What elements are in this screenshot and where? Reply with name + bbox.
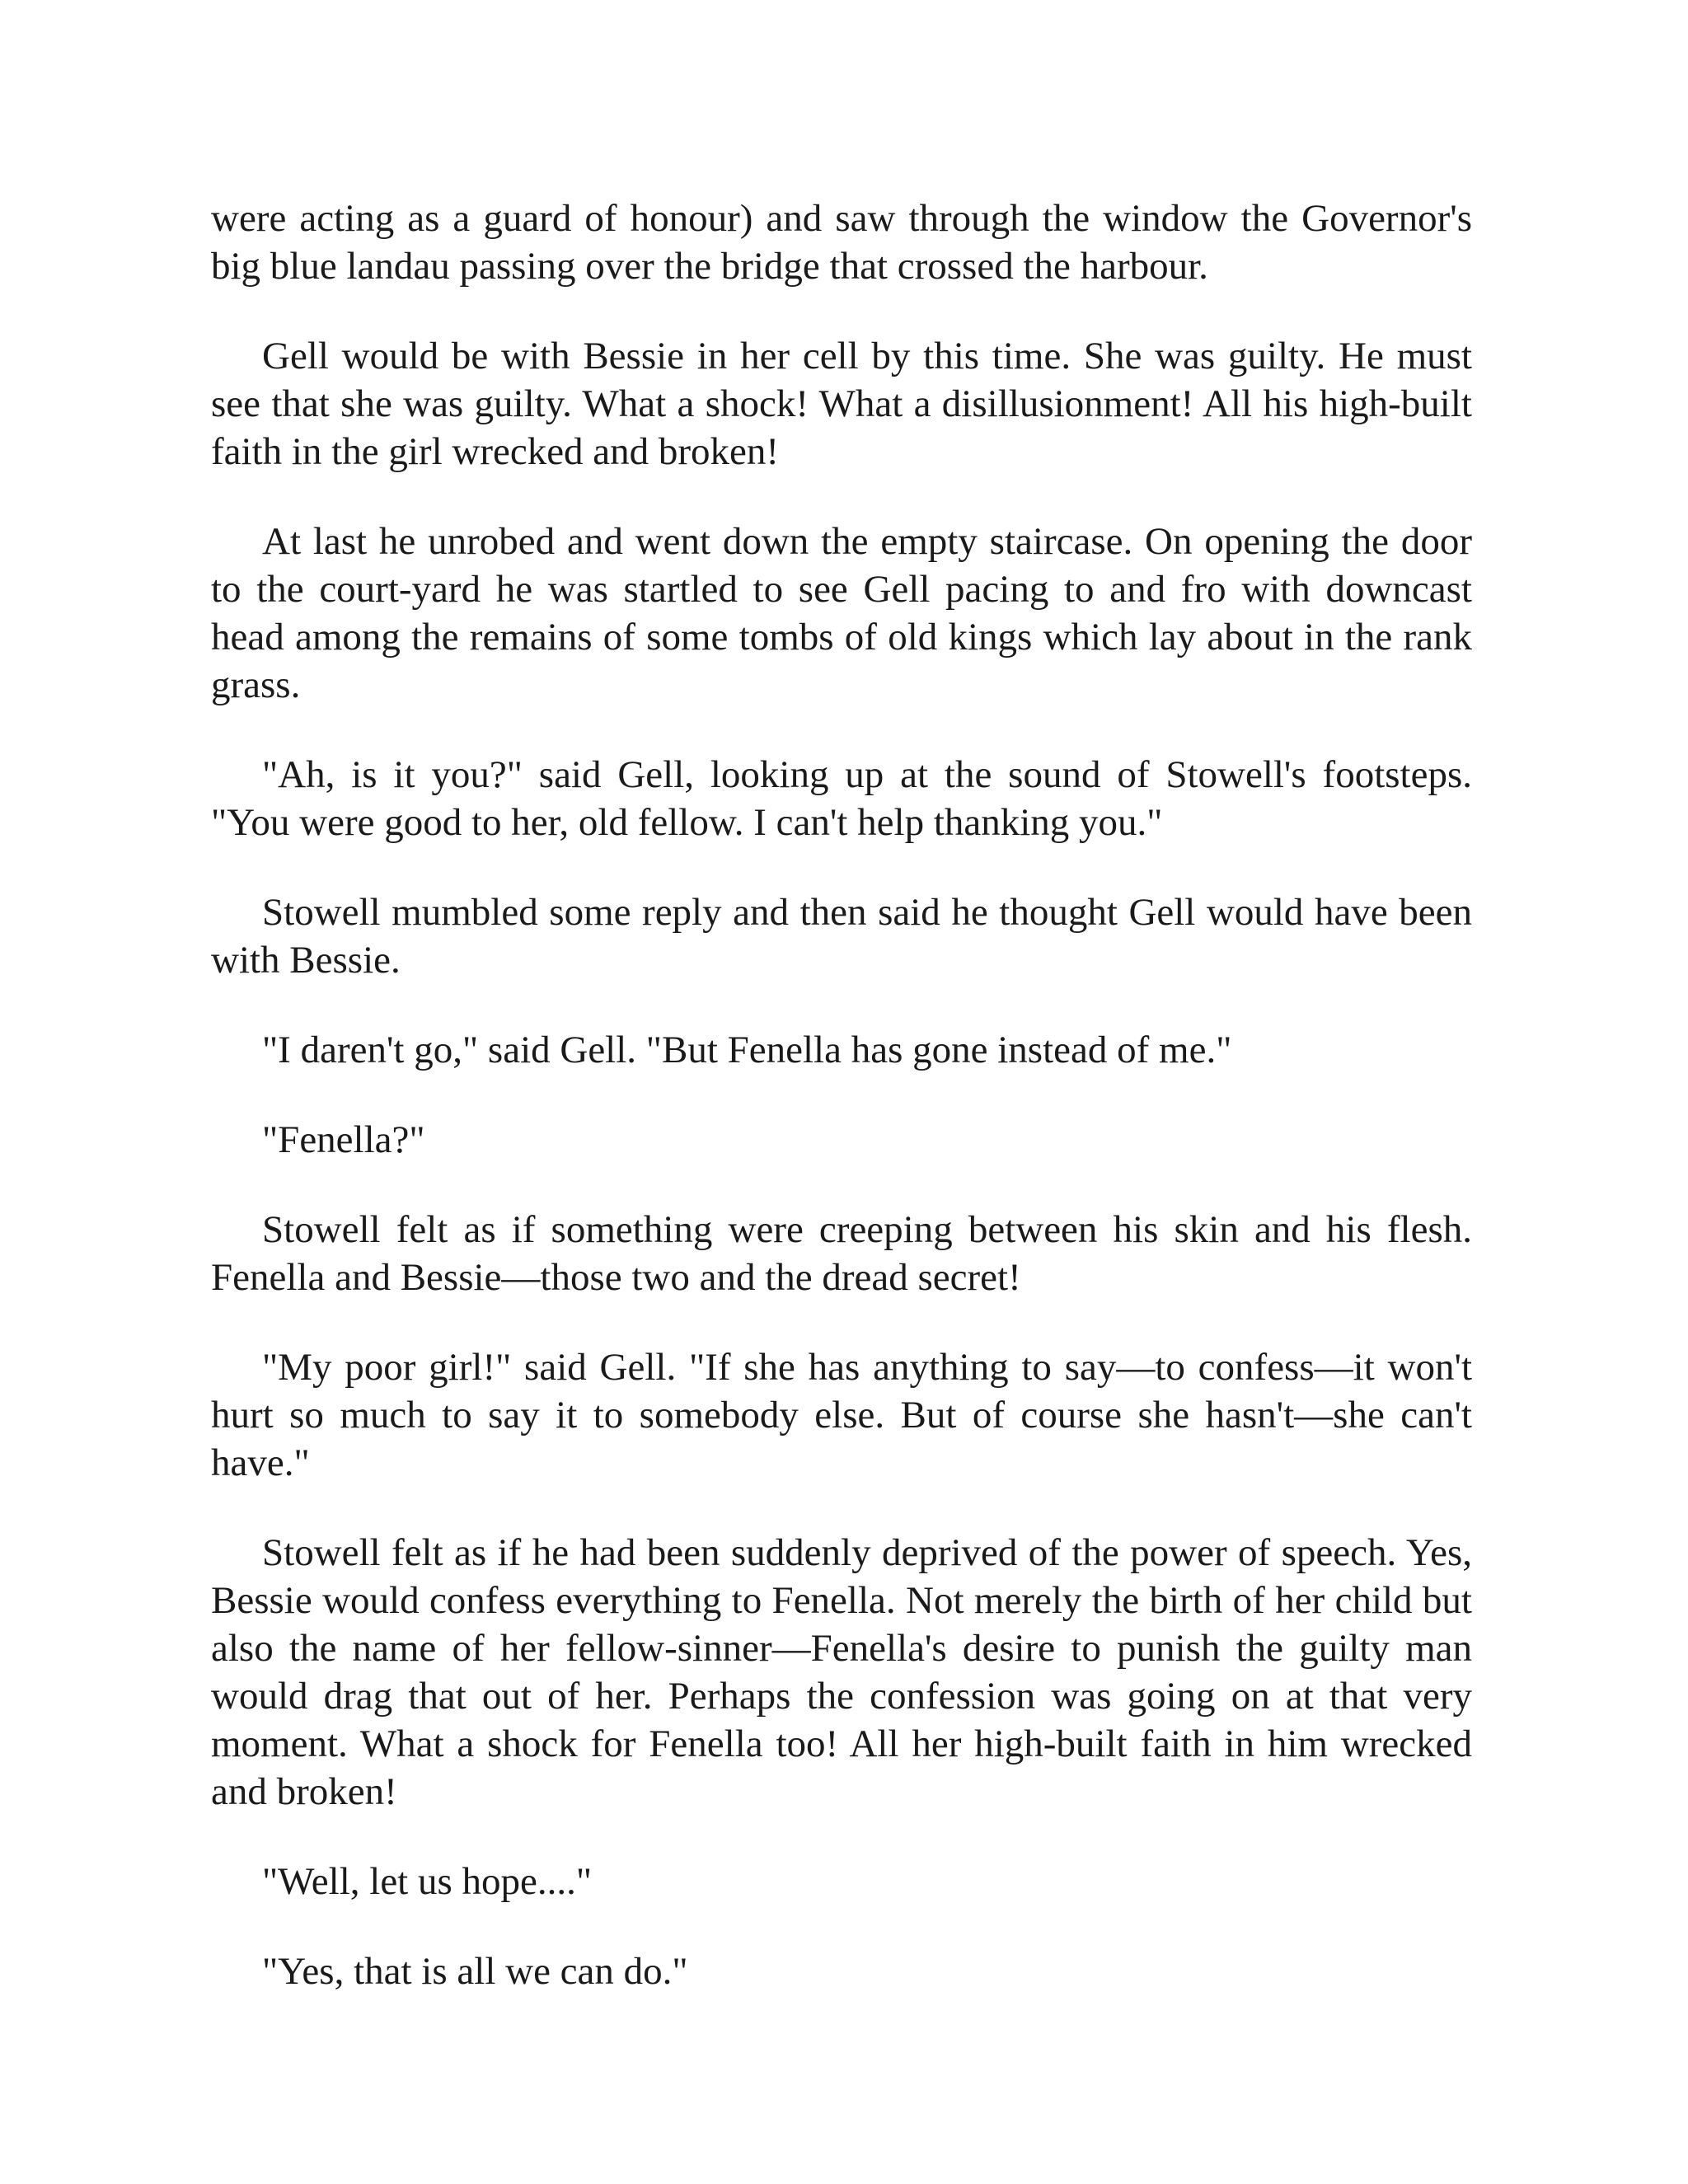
paragraph-9: "My poor girl!" said Gell. "If she has anything to say—to confess—it won't hurt so much to say it to somebody else. But of course she hasn't—she can't have." — [211, 1346, 1472, 1484]
paragraph-1: were acting as a guard of honour) and saw through the window the Governor's big blue landau passing over the bridge that crossed the harbour. — [211, 197, 1472, 288]
paragraph-3: At last he unrobed and went down the empty staircase. On opening the door to the court-yard he was startled to see Gell pacing to and fro with downcast head among the remains of some tombs of old kings which lay about in the rank grass. — [211, 520, 1472, 706]
paragraph-7: "Fenella?" — [262, 1118, 425, 1161]
page-text — [211, 194, 1472, 2037]
paragraph-4: "Ah, is it you?" said Gell, looking up at the sound of Stowell's footsteps. "You were good to her, old fellow. I can't help thanking you." — [211, 753, 1472, 844]
paragraph-12: "Yes, that is all we can do." — [262, 1950, 688, 1993]
paragraph-8: Stowell felt as if something were creeping between his skin and his flesh. Fenella and Bessie—those two and the dread secret! — [211, 1208, 1472, 1299]
paragraph-2: Gell would be with Bessie in her cell by this time. She was guilty. He must see that she was guilty. What a shock! What a disillusionment! All his high-built faith in the girl wrecked and broken! — [211, 335, 1472, 473]
paragraph-11: "Well, let us hope...." — [262, 1860, 593, 1903]
paragraph-6: "I daren't go," said Gell. "But Fenella has gone instead of me." — [262, 1029, 1232, 1071]
paragraph-10: Stowell felt as if he had been suddenly deprived of the power of speech. Yes, Bessie would confess everything to Fenella. Not merely the birth of her child but also the name of her fellow-sinner—Fenella's desire to punish the guilty man would drag that out of her. Perhaps the confession was going on at that very moment. What a shock for Fenella too! All her high-built faith in him wrecked and broken! — [211, 1531, 1472, 1813]
paragraph-5: Stowell mumbled some reply and then said he thought Gell would have been with Bessie. — [211, 891, 1472, 982]
